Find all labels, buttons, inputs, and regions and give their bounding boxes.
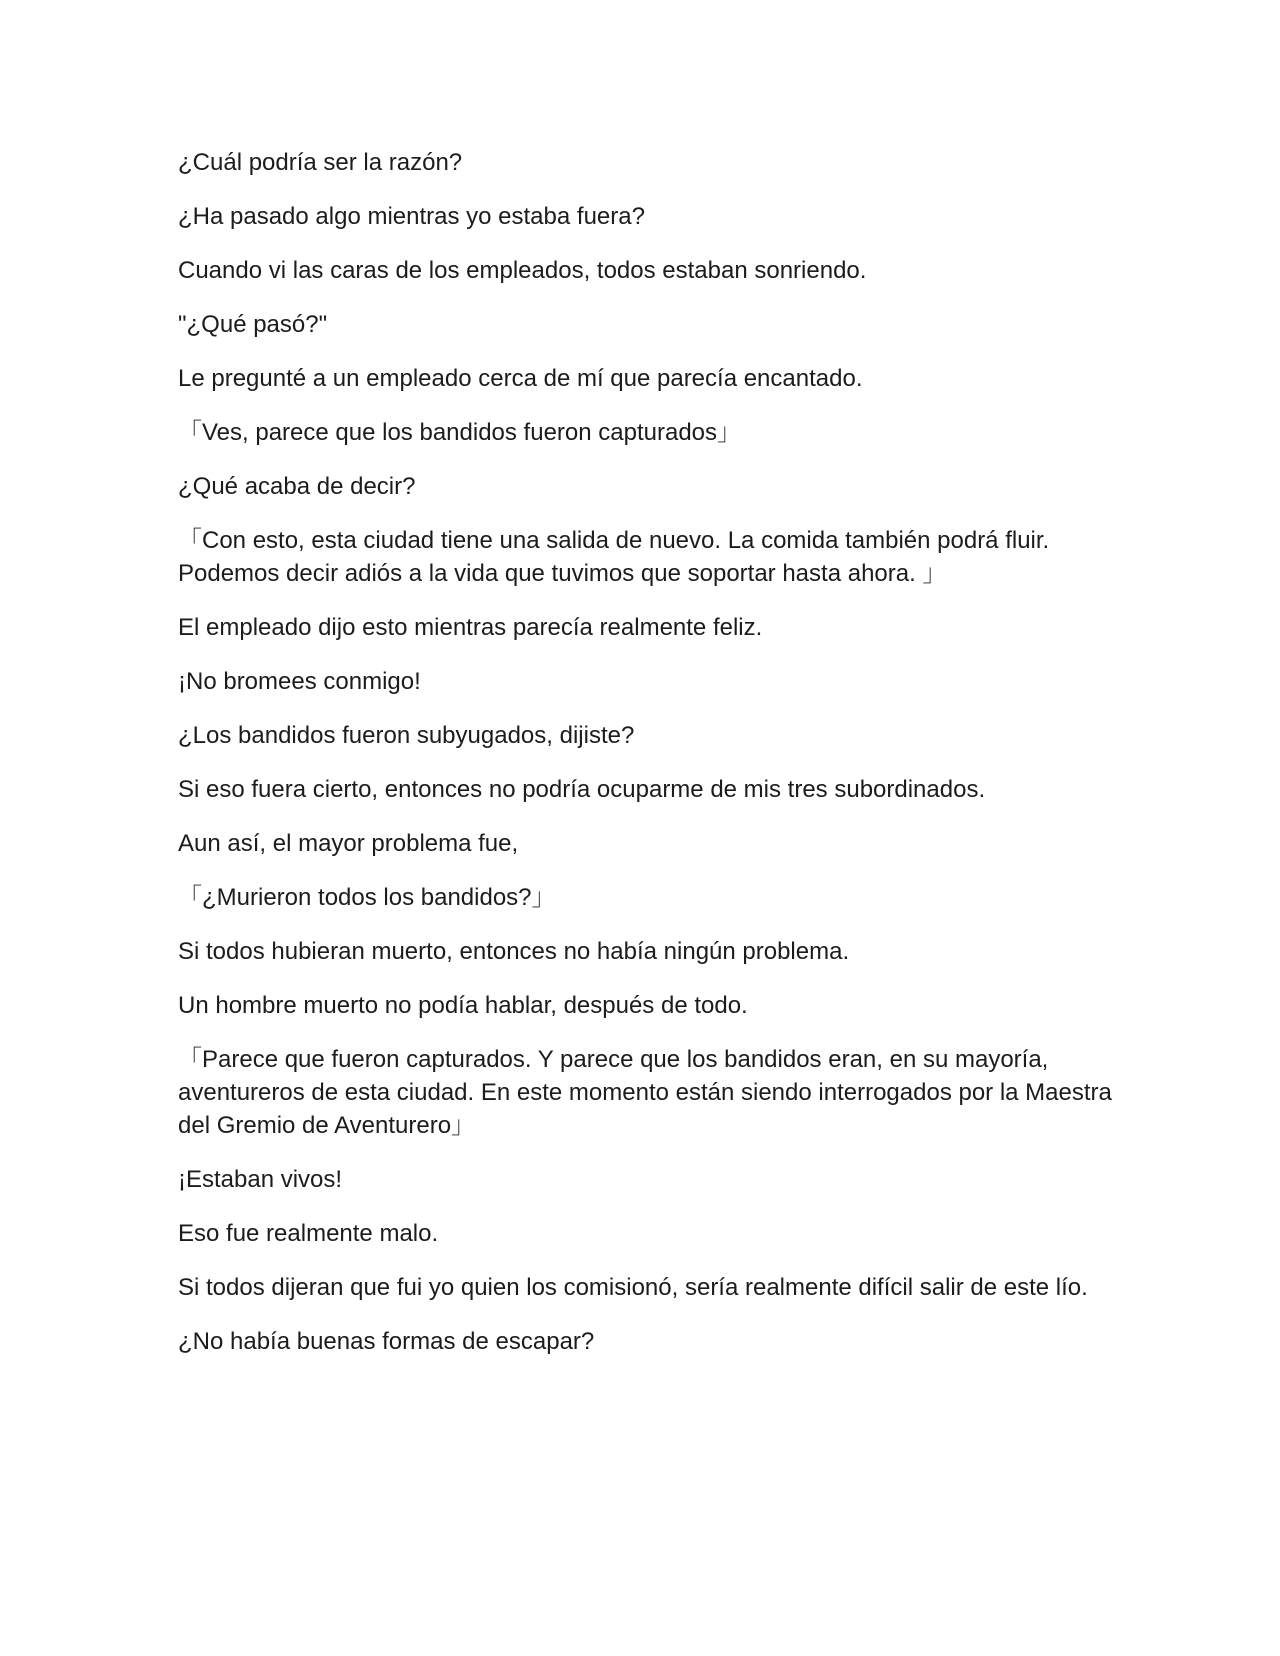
paragraph: Eso fue realmente malo. [178, 1220, 439, 1247]
paragraph: Si todos hubieran muerto, entonces no había ningún problema. [178, 938, 850, 965]
paragraph: ¿Cuál podría ser la razón? [178, 149, 463, 176]
paragraph: El empleado dijo esto mientras parecía realmente feliz. [178, 614, 763, 641]
paragraph: "¿Qué pasó?" [178, 311, 328, 338]
paragraph: ¿Ha pasado algo mientras yo estaba fuera? [178, 203, 645, 230]
paragraph: ¿Qué acaba de decir? [178, 473, 416, 500]
paragraph: ¡No bromees conmigo! [178, 668, 421, 695]
paragraph: ¿Los bandidos fueron subyugados, dijiste? [178, 722, 635, 749]
paragraph: Un hombre muerto no podía hablar, después de todo. [178, 992, 748, 1019]
body-text [178, 146, 1118, 1379]
paragraph: 「Con esto, esta ciudad tiene una salida de nuevo. La comida también podrá fluir. Podemos decir adiós a la vida que tuvimos que soportar hasta ahora. 」 [178, 527, 1050, 587]
paragraph: 「Ves, parece que los bandidos fueron capturados」 [178, 419, 742, 446]
paragraph: Cuando vi las caras de los empleados, todos estaban sonriendo. [178, 257, 867, 284]
paragraph: Si eso fuera cierto, entonces no podría ocuparme de mis tres subordinados. [178, 776, 986, 803]
paragraph: Aun así, el mayor problema fue, [178, 830, 519, 857]
paragraph: ¿No había buenas formas de escapar? [178, 1328, 595, 1355]
paragraph: 「¿Murieron todos los bandidos?」 [178, 884, 556, 911]
paragraph: 「Parece que fueron capturados. Y parece que los bandidos eran, en su mayoría, aventureros de esta ciudad. En este momento están siendo interrogados por la Maestra del Gremio de Aventurero」 [178, 1046, 1112, 1139]
paragraph: Le pregunté a un empleado cerca de mí que parecía encantado. [178, 365, 863, 392]
paragraph: Si todos dijeran que fui yo quien los comisionó, sería realmente difícil salir de este lío. [178, 1274, 1088, 1301]
paragraph: ¡Estaban vivos! [178, 1166, 343, 1193]
